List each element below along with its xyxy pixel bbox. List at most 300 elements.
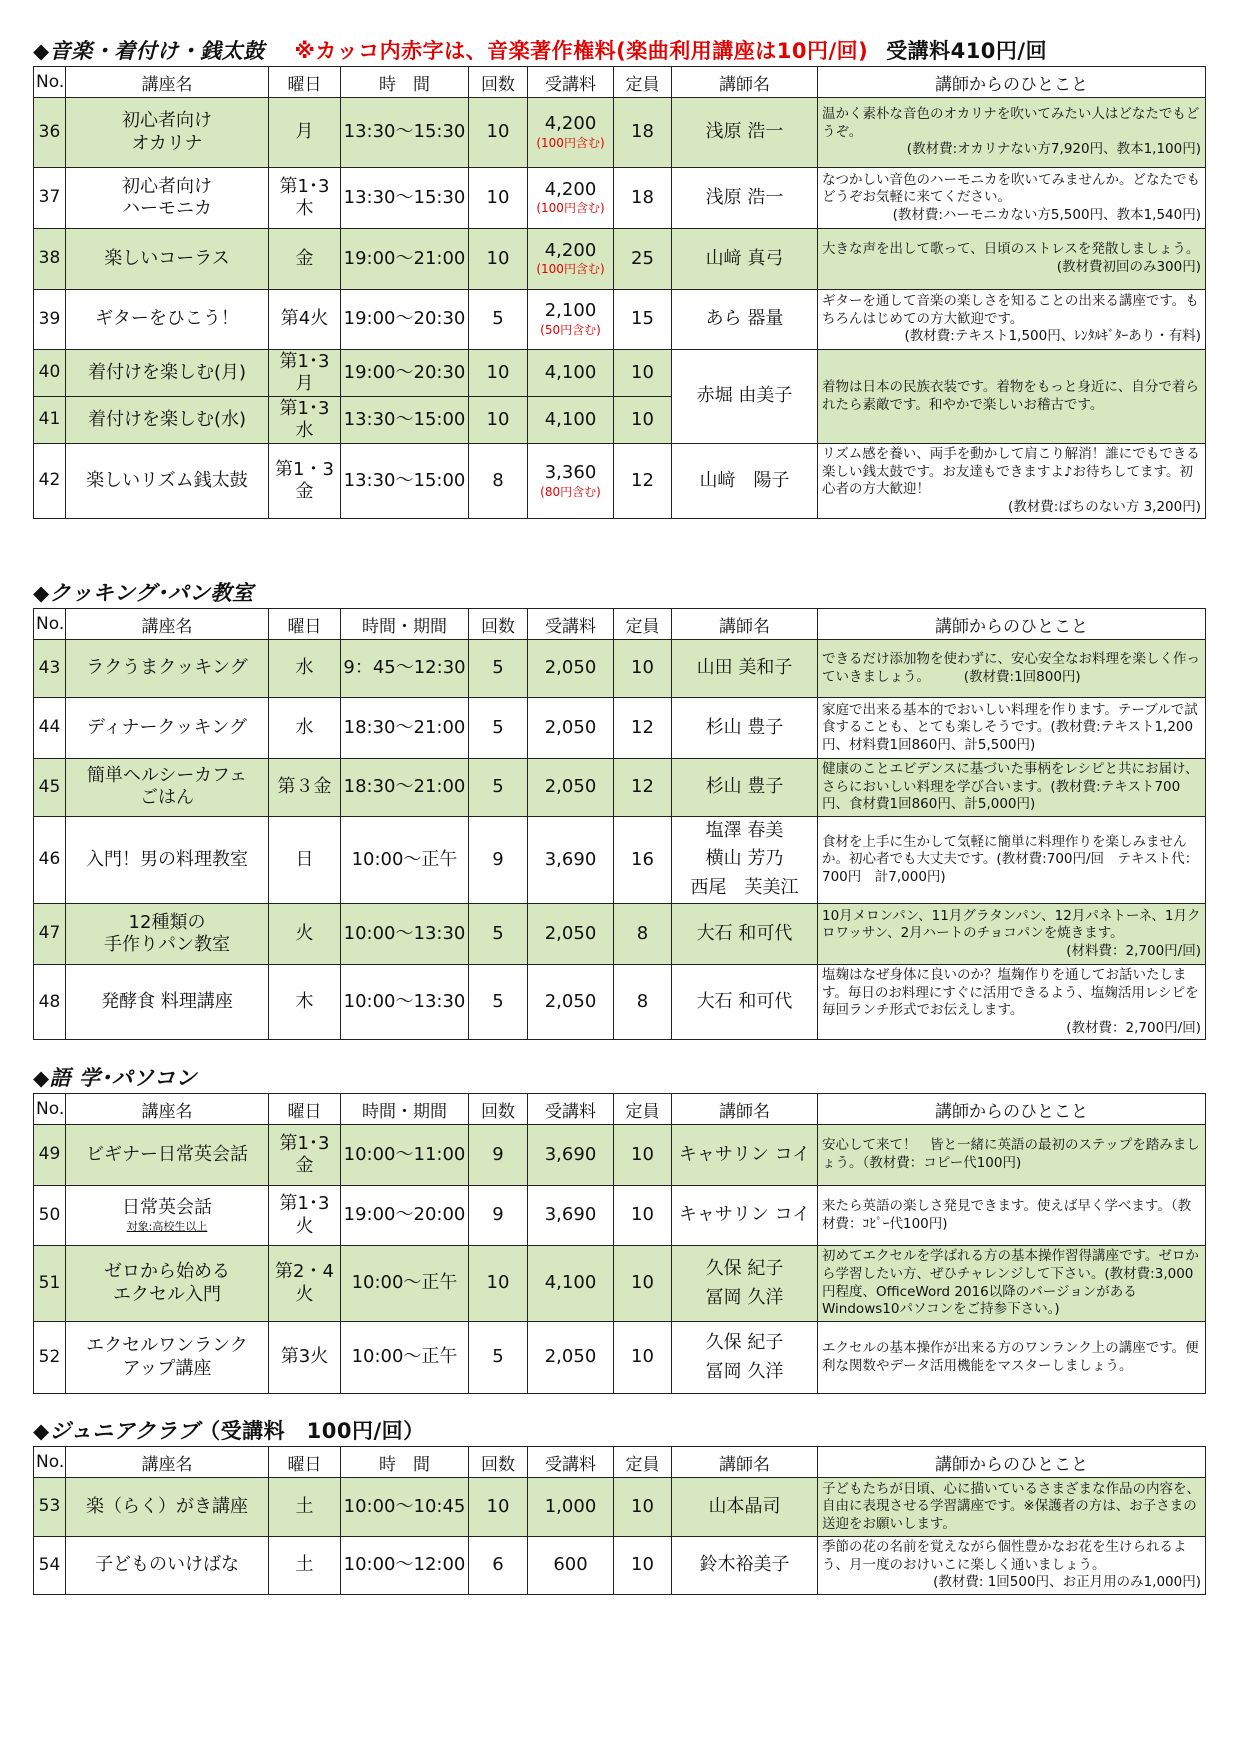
fee-amount: 4,100 [544, 408, 597, 430]
cell-fee [528, 98, 614, 168]
cell-count: 10 [469, 350, 528, 397]
cell-name [66, 640, 269, 698]
cell-name [66, 1537, 269, 1595]
cell-time: 19:00～20:30 [341, 290, 469, 350]
teacher-name: 鈴木裕美子 [699, 1554, 790, 1576]
teacher-name: 大石 和可代 [696, 922, 793, 944]
cell-time: 18:30～21:00 [341, 759, 469, 817]
table-row [34, 1186, 1206, 1246]
cell-teacher [672, 1478, 818, 1537]
material-fee: (材料費：2,700円/回) [1066, 942, 1201, 959]
header-day: 曜日 [269, 1447, 341, 1478]
cell-day [269, 1186, 341, 1246]
cell-message [818, 904, 1206, 965]
table-row [34, 698, 1206, 759]
cell-time: 19:00～20:00 [341, 1186, 469, 1246]
cell-no: 52 [34, 1322, 66, 1394]
cell-count: 10 [469, 397, 528, 444]
cell-time: 19:00～21:00 [341, 229, 469, 290]
table-row [34, 816, 1206, 903]
cell-count: 9 [469, 1186, 528, 1246]
cell-capacity: 10 [614, 1125, 672, 1186]
teacher-name: 大石 和可代 [696, 990, 793, 1012]
course-name: 発酵食 料理講座 [101, 990, 233, 1012]
message-text: なつかしい音色のハーモニカを吹いてみませんか。どなたでもどうぞお気軽に来てください。 [822, 171, 1200, 206]
cell-capacity: 8 [614, 965, 672, 1040]
cell-fee [528, 444, 614, 519]
teacher-name: あら 器量 [705, 308, 784, 330]
fee-note: （受講料 100円/回） [199, 1419, 425, 1443]
header-time: 時間・期間 [341, 1094, 469, 1125]
cell-time: 10:00～10:45 [341, 1478, 469, 1537]
cell-capacity: 12 [614, 698, 672, 759]
teacher-name: 冨岡 久洋 [705, 1286, 784, 1308]
day-text: 第1･3 [279, 350, 330, 372]
section-title-text: ◆音楽・着付け・銭太鼓 [33, 39, 265, 63]
cell-capacity: 15 [614, 290, 672, 350]
cell-message [818, 1246, 1206, 1322]
course-name: 楽しいリズム銭太鼓 [86, 469, 248, 491]
cell-no: 45 [34, 759, 66, 817]
cell-fee [528, 168, 614, 229]
cell-name [66, 229, 269, 290]
copyright-fee: (100円含む) [536, 135, 605, 150]
cell-teacher [672, 816, 818, 903]
header-name: 講座名 [66, 609, 269, 640]
course-name: ハーモニカ [122, 198, 212, 219]
cell-time: 10:00～正午 [341, 1246, 469, 1322]
header-fee: 受講料 [528, 1447, 614, 1478]
material-fee: (教材費:ハーモニカない方5,500円、教本1,540円) [892, 206, 1201, 223]
course-name: エクセル入門 [113, 1283, 221, 1305]
cell-fee [528, 698, 614, 759]
section-junior [33, 1416, 1205, 1595]
cell-count: 10 [469, 229, 528, 290]
header-day: 曜日 [269, 67, 341, 98]
cell-day [269, 816, 341, 903]
cell-no: 38 [34, 229, 66, 290]
header-no: No. [34, 609, 66, 640]
cell-message [818, 965, 1206, 1040]
section-cooking [33, 578, 1205, 1040]
header-fee: 受講料 [528, 1094, 614, 1125]
message-text: エクセルの基本操作が出来る方のワンランク上の講座です。便利な関数やデータ活用機能をマスターしましょう。 [822, 1339, 1199, 1374]
cell-day [269, 168, 341, 229]
day-text: 第4火 [280, 308, 329, 330]
cell-fee [528, 1246, 614, 1322]
course-name: ラクうまクッキング [86, 657, 248, 679]
cell-time: 10:00～正午 [341, 816, 469, 903]
cell-fee [528, 397, 614, 444]
cell-no: 39 [34, 290, 66, 350]
cell-message [818, 1186, 1206, 1246]
cell-fee [528, 350, 614, 397]
cell-fee [528, 290, 614, 350]
teacher-name: 杉山 豊子 [705, 775, 784, 797]
header-time: 時間・期間 [341, 609, 469, 640]
course-name: ゼロから始める [104, 1261, 230, 1282]
fee-amount: 4,200 [544, 178, 597, 200]
cell-teacher [672, 1322, 818, 1394]
message-text: 季節の花の名前を覚えながら個性豊かなお花を生けられるよう、月一度のおけいこに楽しく通いましょう。 [822, 1539, 1187, 1573]
teacher-name: 杉山 豊子 [705, 716, 784, 738]
material-fee: (教材費:テキスト1,500円、ﾚﾝﾀﾙｷﾞﾀｰあり・有料) [904, 328, 1201, 345]
cell-no: 53 [34, 1478, 66, 1537]
cell-capacity: 10 [614, 1186, 672, 1246]
table-row [34, 444, 1206, 519]
table-row [34, 350, 1206, 397]
header-time: 時 間 [341, 1447, 469, 1478]
table-row [34, 965, 1206, 1040]
fee-amount: 2,050 [544, 990, 597, 1012]
cell-count: 8 [469, 444, 528, 519]
cell-teacher [672, 1537, 818, 1595]
cell-fee [528, 1322, 614, 1394]
cell-no: 54 [34, 1537, 66, 1595]
fee-amount: 2,050 [544, 716, 597, 738]
cell-capacity: 25 [614, 229, 672, 290]
message-text: 初めてエクセルを学ばれる方の基本操作習得講座です。ゼロから学習したい方、ぜひチャレンジして下さい。(教材費:3,000円程度、OfficeWord 2016以降のバージョンがあるWindows10パソコンをご持参下さい。) [822, 1248, 1199, 1318]
cell-time: 13:30～15:30 [341, 168, 469, 229]
fee-amount: 2,050 [544, 922, 597, 944]
section-title: ◆クッキング･パン教室 [33, 581, 254, 605]
cell-count: 5 [469, 965, 528, 1040]
cell-no: 50 [34, 1186, 66, 1246]
teacher-name: 冨岡 久洋 [705, 1360, 784, 1382]
course-name: ギターをひこう！ [95, 308, 239, 330]
cell-count: 6 [469, 1537, 528, 1595]
cell-message [818, 1537, 1206, 1595]
cell-no: 36 [34, 98, 66, 168]
cell-time: 10:00～13:30 [341, 904, 469, 965]
day-text: 第1・3 [275, 458, 334, 480]
copyright-fee: (50円含む) [540, 322, 601, 337]
cell-count: 5 [469, 290, 528, 350]
cell-name [66, 290, 269, 350]
cell-no: 41 [34, 397, 66, 444]
cell-day [269, 1478, 341, 1537]
cell-no: 46 [34, 816, 66, 903]
day-text: 金 [295, 247, 314, 269]
cell-message [818, 229, 1206, 290]
header-message: 講師からのひとこと [818, 1094, 1206, 1125]
fee-amount: 3,690 [544, 848, 597, 870]
cell-capacity: 10 [614, 397, 672, 444]
day-text: 第2・4 [275, 1261, 334, 1282]
cell-time: 13:30～15:00 [341, 444, 469, 519]
teacher-name: 山﨑 陽子 [699, 469, 790, 491]
cell-day [269, 397, 341, 444]
day-text: 第1･3 [279, 1193, 330, 1214]
teacher-name: 浅原 浩一 [705, 186, 784, 208]
cell-count: 10 [469, 1246, 528, 1322]
header-day: 曜日 [269, 609, 341, 640]
fee-amount: 2,050 [544, 776, 597, 798]
table-row [34, 1322, 1206, 1394]
message-text: 安心して来て！ 皆と一緒に英語の最初のステップを踏みましょう。（教材費：コピー代100円) [822, 1137, 1200, 1171]
message-text: できるだけ添加物を使わずに、安心安全なお料理を楽しく作っていきましょう。 (教材費:1回800円) [822, 650, 1200, 685]
message-text: 食材を上手に生かして気軽に簡単に料理作りを楽しみませんか。初心者でも大丈夫です。(教材費:700円/回 テキスト代：700円 計7,000円) [822, 833, 1199, 885]
cell-capacity: 10 [614, 350, 672, 397]
course-name: 手作りパン教室 [104, 934, 230, 956]
header-teacher: 講師名 [672, 1094, 818, 1125]
cell-capacity: 16 [614, 816, 672, 903]
cell-day [269, 904, 341, 965]
cell-fee [528, 759, 614, 817]
table-row [34, 759, 1206, 817]
cell-day [269, 640, 341, 698]
header-fee: 受講料 [528, 609, 614, 640]
cell-name [66, 168, 269, 229]
message-text: 健康のことエビデンスに基づいた事柄をレシピと共にお届け、さらにおいしい料理を学び合います。(教材費:テキスト700円、食材費1回860円、計5,000円) [822, 761, 1199, 813]
day-text: 水 [295, 716, 314, 738]
header-teacher: 講師名 [672, 1447, 818, 1478]
message-text: 来たら英語の楽しさ発見できます。使えば早く学べます。（教材費：ｺﾋﾟｰ代100円) [822, 1197, 1192, 1232]
message-text: 塩麹はなぜ身体に良いのか？塩麹作りを通してお話いたします。毎日のお料理にすぐに活用できるよう、塩麹活用レシピを毎回ランチ形式でお伝えします。 [822, 967, 1199, 1019]
cell-time: 13:30～15:00 [341, 397, 469, 444]
fee-amount: 1,000 [544, 1495, 597, 1517]
course-name: アップ講座 [122, 1357, 212, 1379]
cell-no: 42 [34, 444, 66, 519]
copyright-note: ※カッコ内赤字は、音楽著作権料(楽曲利用講座は10円/回) [294, 39, 869, 63]
cell-teacher [672, 229, 818, 290]
cell-teacher [672, 1186, 818, 1246]
fee-amount: 2,050 [544, 657, 597, 679]
teacher-name: 山﨑 真弓 [705, 247, 784, 269]
cell-fee [528, 904, 614, 965]
cell-time: 10:00～12:00 [341, 1537, 469, 1595]
cell-day [269, 965, 341, 1040]
cell-name [66, 904, 269, 965]
cell-teacher [672, 1246, 818, 1322]
cell-message [818, 698, 1206, 759]
message-text: リズム感を養い、両手を動かして肩こり解消！誰にでもできる楽しい銭太鼓です。お友達もできますよ♪お待ちしてます。初心者の方大歓迎！ [822, 446, 1200, 498]
section-title: ◆語 学･パソコン [33, 1066, 198, 1090]
cell-teacher [672, 290, 818, 350]
course-name: オカリナ [131, 132, 203, 154]
material-fee: (教材費初回のみ300円) [1056, 259, 1201, 275]
header-capacity: 定員 [614, 67, 672, 98]
day-text: 月 [295, 121, 314, 143]
header-name: 講座名 [66, 1094, 269, 1125]
day-text: 第1･3 [279, 397, 330, 419]
course-name: ディナークッキング [86, 716, 248, 738]
cell-name [66, 397, 269, 444]
day-text: 木 [295, 198, 314, 219]
cell-day [269, 698, 341, 759]
course-name: 初心者向け [122, 110, 212, 131]
cell-message [818, 1322, 1206, 1394]
cell-name [66, 1186, 269, 1246]
header-no: No. [34, 1447, 66, 1478]
cell-capacity: 18 [614, 168, 672, 229]
table-row [34, 229, 1206, 290]
message-text: 家庭で出来る基本的でおいしい料理を作ります。テーブルで試食することも、とても楽しそうです。(教材費:テキスト1,200円、材料費1回860円、計5,500円) [822, 701, 1198, 753]
teacher-name: 山田 美和子 [696, 657, 793, 679]
course-name: 着付けを楽しむ(月) [87, 361, 247, 383]
header-capacity: 定員 [614, 1094, 672, 1125]
cell-message [818, 759, 1206, 817]
cell-teacher [672, 168, 818, 229]
header-message: 講師からのひとこと [818, 67, 1206, 98]
cell-teacher [672, 640, 818, 698]
cell-no: 40 [34, 350, 66, 397]
cell-message [818, 1125, 1206, 1186]
course-name: 12種類の [128, 911, 206, 933]
copyright-fee: (100円含む) [536, 262, 605, 277]
day-text: 水 [295, 420, 314, 441]
cell-fee [528, 1537, 614, 1595]
material-fee: (教材費：2,700円/回) [1066, 1019, 1201, 1036]
message-text: 温かく素朴な音色のオカリナを吹いてみたい人はどなたでもどうぞ。 [822, 106, 1200, 140]
cell-count: 5 [469, 759, 528, 817]
teacher-name: キャサリン コイ [678, 1143, 811, 1165]
course-name: エクセルワンランク [86, 1335, 248, 1356]
course-name: 楽しいコーラス [104, 247, 230, 269]
section-music [33, 36, 1205, 519]
fee-amount: 2,100 [544, 300, 597, 322]
section-title-text: ◆ジュニアクラブ [33, 1419, 200, 1443]
table-header [34, 67, 1206, 98]
header-name: 講座名 [66, 67, 269, 98]
cell-name [66, 698, 269, 759]
cell-message [818, 816, 1206, 903]
header-teacher: 講師名 [672, 609, 818, 640]
fee-amount: 2,050 [544, 1346, 597, 1368]
section-language-pc [33, 1063, 1205, 1394]
teacher-name: 浅原 浩一 [705, 121, 784, 143]
table-row [34, 1246, 1206, 1322]
cell-capacity: 10 [614, 1537, 672, 1595]
cell-day [269, 290, 341, 350]
cell-count: 10 [469, 98, 528, 168]
cell-teacher [672, 444, 818, 519]
cell-time: 9：45～12:30 [341, 640, 469, 698]
cell-name [66, 1322, 269, 1394]
cell-count: 5 [469, 904, 528, 965]
cell-no: 48 [34, 965, 66, 1040]
cell-fee [528, 1186, 614, 1246]
course-table [33, 608, 1206, 1040]
cell-day [269, 444, 341, 519]
table-row [34, 98, 1206, 168]
header-count: 回数 [469, 609, 528, 640]
cell-count: 5 [469, 640, 528, 698]
cell-message [818, 98, 1206, 168]
header-count: 回数 [469, 1447, 528, 1478]
cell-time: 10:00～正午 [341, 1322, 469, 1394]
cell-fee [528, 640, 614, 698]
header-teacher: 講師名 [672, 67, 818, 98]
header-capacity: 定員 [614, 1447, 672, 1478]
copyright-fee: (80円含む) [540, 484, 601, 499]
cell-message [818, 444, 1206, 519]
cell-name [66, 816, 269, 903]
header-day: 曜日 [269, 1094, 341, 1125]
cell-day [269, 1322, 341, 1394]
day-text: 日 [295, 848, 314, 870]
cell-message [818, 640, 1206, 698]
course-table [33, 1093, 1206, 1394]
table-row [34, 904, 1206, 965]
fee-amount: 3,690 [544, 1143, 597, 1165]
table-row [34, 1478, 1206, 1537]
table-header [34, 1447, 1206, 1478]
table-row [34, 290, 1206, 350]
course-name: 初心者向け [122, 175, 212, 197]
day-text: 月 [295, 373, 314, 394]
message-text: 10月メロンパン、11月グラタンパン、12月パネトーネ、1月クロワッサン、2月ハートのチョコパンを焼きます。 [822, 907, 1201, 942]
header-no: No. [34, 67, 66, 98]
cell-time: 10:00～13:30 [341, 965, 469, 1040]
teacher-name: 塩澤 春美 [705, 819, 784, 841]
course-name: 子どものいけばな [95, 1554, 239, 1576]
cell-count: 10 [469, 1478, 528, 1537]
course-table [33, 66, 1206, 519]
course-name: 簡単ヘルシーカフェ [86, 764, 248, 786]
cell-name [66, 1125, 269, 1186]
cell-time: 10:00～11:00 [341, 1125, 469, 1186]
cell-teacher [672, 98, 818, 168]
fee-amount: 600 [553, 1554, 588, 1576]
cell-capacity: 10 [614, 640, 672, 698]
day-text: 第1･3 [279, 175, 330, 197]
table-row [34, 1125, 1206, 1186]
course-name: ごはん [140, 787, 194, 809]
cell-message: 着物は日本の民族衣装です。着物をもっと身近に、自分で着られたら素敵です。和やかで楽しいお稽古です。 [818, 350, 1206, 444]
table-row [34, 1537, 1206, 1595]
day-text: 第３金 [277, 776, 332, 798]
copyright-fee: (100円含む) [536, 201, 605, 216]
cell-fee [528, 816, 614, 903]
header-fee: 受講料 [528, 67, 614, 98]
teacher-name: 横山 芳乃 [705, 848, 784, 870]
fee-amount: 3,360 [544, 462, 597, 484]
day-text: 金 [295, 481, 314, 503]
cell-teacher [672, 759, 818, 817]
course-name: 着付けを楽しむ(水) [87, 408, 247, 430]
fee-amount: 4,100 [544, 361, 597, 383]
cell-fee [528, 1125, 614, 1186]
day-text: 火 [295, 1215, 314, 1237]
message-text: 大きな声を出して歌って、日頃のストレスを発散しましょう。 [822, 241, 1200, 258]
cell-capacity: 8 [614, 904, 672, 965]
cell-capacity: 18 [614, 98, 672, 168]
cell-capacity: 10 [614, 1478, 672, 1537]
day-text: 第3火 [280, 1346, 329, 1368]
table-row [34, 640, 1206, 698]
cell-count: 9 [469, 1125, 528, 1186]
cell-day [269, 229, 341, 290]
cell-day [269, 350, 341, 397]
material-fee: (教材費:オカリナない方7,920円、教本1,100円) [906, 141, 1201, 158]
fee-amount: 4,200 [544, 239, 597, 261]
section-title [33, 36, 1205, 66]
day-text: 第1･3 [279, 1132, 330, 1154]
day-text: 金 [295, 1155, 314, 1176]
cell-day [269, 1537, 341, 1595]
message-text: ギターを通して音楽の楽しさを知ることの出来る講座です。もちろんはじめての方大歓迎です。 [822, 293, 1199, 327]
cell-count: 10 [469, 168, 528, 229]
cell-day [269, 1246, 341, 1322]
cell-day [269, 759, 341, 817]
cell-fee [528, 229, 614, 290]
cell-capacity: 10 [614, 1246, 672, 1322]
course-name: ビギナー日常英会話 [86, 1143, 248, 1165]
teacher-name: 西尾 芙美江 [690, 877, 799, 899]
cell-message [818, 168, 1206, 229]
cell-day [269, 98, 341, 168]
